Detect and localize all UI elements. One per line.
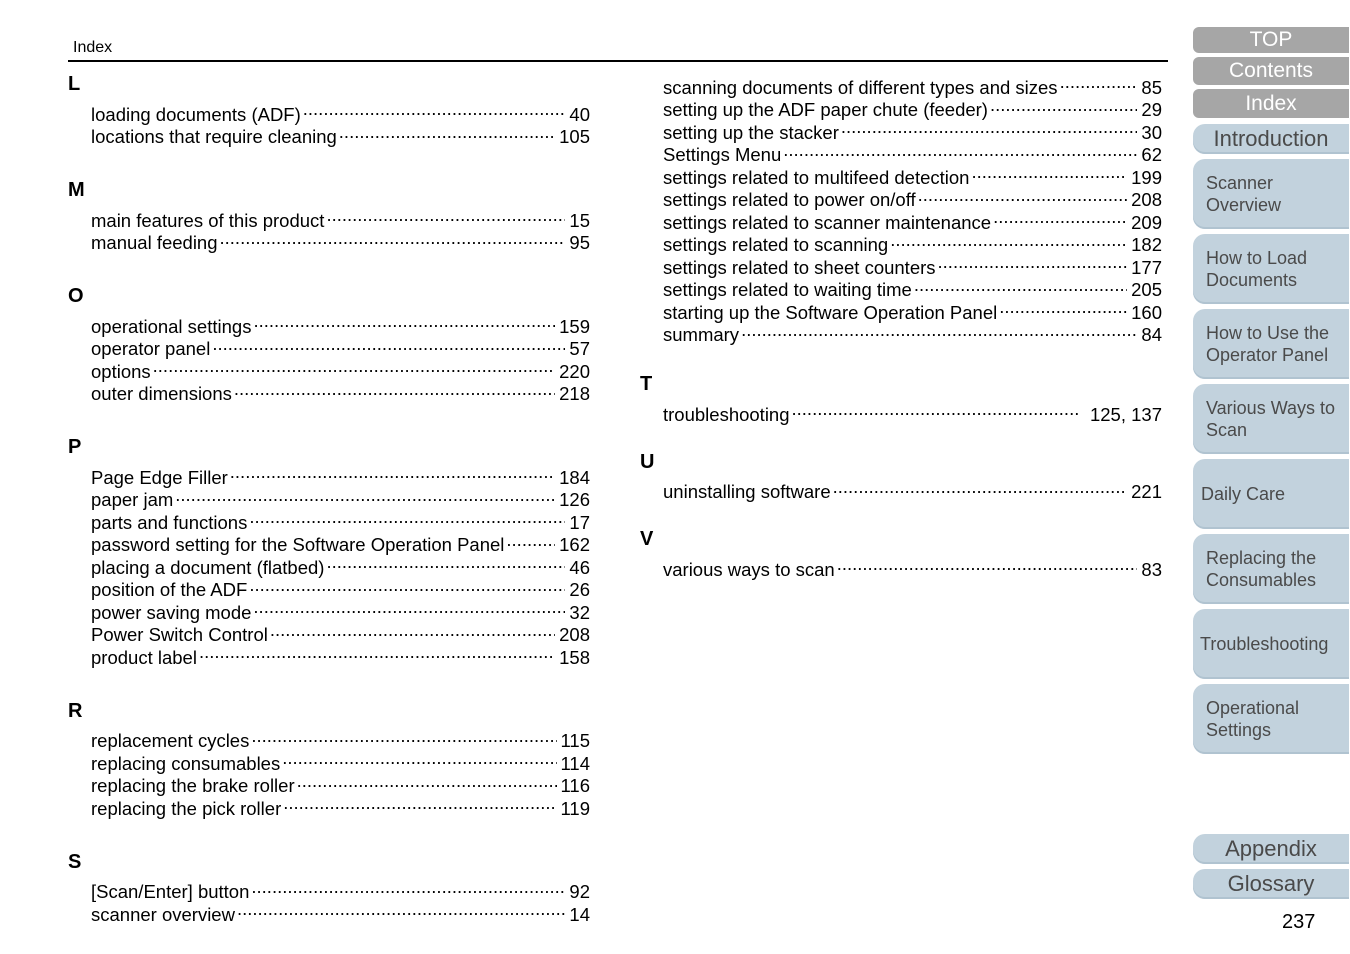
entry-term: options (91, 360, 151, 382)
leader-dots (251, 725, 556, 748)
entry-term: starting up the Software Operation Panel (663, 301, 998, 323)
header-rule (68, 60, 1168, 62)
nav-glossary-button[interactable]: Glossary (1193, 869, 1349, 899)
leader-dots (282, 747, 556, 770)
nav-chapter-troubleshooting[interactable]: Troubleshooting (1193, 609, 1349, 679)
section-letter: P (68, 436, 82, 458)
section-letter: M (68, 179, 85, 201)
entry-term: scanner overview (91, 903, 235, 925)
entry-page[interactable]: 95 (569, 232, 590, 253)
index-section-t (640, 370, 1162, 425)
section-letter: O (68, 285, 84, 307)
entry-page[interactable]: 119 (560, 797, 590, 819)
leader-dots (914, 274, 1127, 297)
entry-page[interactable]: 85 (1141, 76, 1162, 98)
index-entry[interactable] (91, 204, 590, 231)
section-letter: R (68, 699, 83, 722)
leader-dots (990, 94, 1137, 117)
leader-dots (230, 461, 555, 484)
nav-chapter-operator-panel[interactable]: How to Use the Operator Panel (1193, 309, 1349, 379)
leader-dots (220, 227, 566, 250)
entry-page[interactable]: 26 (569, 579, 590, 600)
index-entry[interactable] (663, 553, 1162, 580)
entry-term: Settings Menu (663, 144, 782, 165)
index-section-s-continued (640, 71, 1162, 345)
leader-dots (339, 121, 555, 144)
nav-appendix-button[interactable]: Appendix (1193, 834, 1349, 864)
index-entry[interactable] (91, 461, 590, 488)
entry-page[interactable]: 62 (1141, 144, 1162, 165)
leader-dots (153, 355, 555, 378)
leader-dots (253, 310, 555, 333)
entry-term: setting up the stacker (663, 121, 839, 143)
leader-dots (837, 553, 1138, 576)
entry-term: Power Switch Control (91, 624, 268, 645)
page-number: 237 (1282, 911, 1316, 933)
index-entry[interactable] (91, 310, 590, 337)
entry-term: product label (91, 646, 197, 668)
section-letter: U (640, 450, 655, 473)
leader-dots (326, 551, 565, 574)
index-section-l (68, 70, 590, 147)
leader-dots (792, 398, 1080, 421)
nav-chapter-various-ways-to-scan[interactable]: Various Ways to Scan (1193, 384, 1349, 454)
entry-page[interactable]: 14 (569, 903, 590, 925)
entry-term: main features of this product (91, 209, 325, 231)
entry-term: manual feeding (91, 232, 218, 253)
index-entry[interactable] (91, 378, 590, 404)
index-section-v (640, 525, 1162, 580)
leader-dots (283, 792, 556, 815)
leader-dots (212, 333, 565, 356)
entry-page[interactable]: 30 (1141, 121, 1162, 143)
entry-term: uninstalling software (663, 481, 831, 502)
nav-index-button[interactable]: Index (1193, 89, 1349, 118)
leader-dots (993, 206, 1127, 229)
leader-dots (249, 574, 565, 597)
section-letter: T (640, 373, 653, 395)
entry-page[interactable]: 29 (1141, 99, 1162, 120)
index-entry[interactable] (91, 355, 590, 382)
entry-term: [Scan/Enter] button (91, 881, 250, 902)
leader-dots (1060, 71, 1138, 94)
nav-top-button[interactable]: TOP (1193, 27, 1349, 53)
entry-term: position of the ADF (91, 579, 248, 600)
index-section-o (68, 282, 590, 404)
nav-chapter-daily-care[interactable]: Daily Care (1193, 459, 1349, 529)
entry-page[interactable]: 208 (559, 624, 590, 645)
entry-page[interactable]: 32 (569, 601, 590, 623)
entry-term: operational settings (91, 315, 252, 337)
entry-page[interactable]: 199 (1131, 166, 1162, 188)
index-section-u (640, 448, 1162, 502)
entry-page[interactable]: 221 (1131, 481, 1162, 502)
section-letter: S (68, 850, 82, 873)
leader-dots (890, 229, 1127, 252)
entry-page[interactable]: 209 (1131, 211, 1162, 233)
leader-dots (270, 619, 555, 642)
side-navigation (1193, 0, 1350, 954)
nav-chapter-operational-settings[interactable]: Operational Settings (1193, 684, 1349, 754)
leader-dots (326, 204, 565, 227)
entry-page[interactable]: 92 (569, 881, 590, 902)
entry-page[interactable]: 40 (569, 103, 590, 125)
entry-term: setting up the ADF paper chute (feeder) (663, 99, 988, 120)
entry-page[interactable]: 162 (559, 534, 590, 555)
leader-dots (234, 378, 555, 401)
entry-term: parts and functions (91, 511, 248, 533)
leader-dots (251, 876, 565, 899)
entry-page[interactable]: 126 (559, 489, 590, 510)
entry-term: loading documents (ADF) (91, 103, 301, 125)
entry-page[interactable]: 159 (559, 315, 590, 337)
entry-term: replacement cycles (91, 730, 250, 751)
index-section-r (68, 697, 590, 819)
entry-page[interactable]: 114 (560, 752, 590, 774)
nav-chapter-replacing-consumables[interactable]: Replacing the Consumables (1193, 534, 1349, 604)
leader-dots (938, 251, 1128, 274)
entry-term: replacing the pick roller (91, 797, 282, 819)
leader-dots (249, 506, 565, 529)
entry-term: power saving mode (91, 601, 252, 623)
index-section-p (68, 433, 590, 668)
leader-dots (199, 641, 555, 664)
entry-term: replacing consumables (91, 752, 281, 774)
leader-dots (237, 898, 565, 921)
leader-dots (971, 161, 1127, 184)
leader-dots (253, 596, 565, 619)
entry-term: placing a document (flatbed) (91, 556, 325, 578)
leader-dots (918, 184, 1127, 207)
entry-term: locations that require cleaning (91, 126, 337, 147)
leader-dots (297, 770, 557, 793)
entry-page[interactable]: 15 (569, 209, 590, 231)
entry-term: troubleshooting (663, 403, 790, 425)
entry-page[interactable]: 17 (569, 511, 590, 533)
entry-page[interactable]: 220 (559, 360, 590, 382)
section-letter: L (68, 73, 81, 95)
entry-page[interactable]: 160 (1131, 301, 1162, 323)
entry-page[interactable]: 115 (560, 730, 590, 751)
index-column-left (68, 70, 590, 954)
entry-term: settings related to sheet counters (663, 256, 936, 278)
leader-dots (303, 98, 566, 121)
entry-page[interactable]: 205 (1131, 279, 1162, 300)
index-entry[interactable] (91, 98, 590, 125)
entry-page[interactable]: 208 (1131, 189, 1162, 210)
index-section-m (68, 176, 590, 253)
entry-page[interactable]: 84 (1141, 324, 1162, 345)
entry-page[interactable]: 218 (559, 383, 590, 404)
leader-dots (783, 139, 1137, 162)
index-entry[interactable] (663, 71, 1162, 98)
entry-page[interactable]: 184 (559, 466, 590, 488)
entry-term: replacing the brake roller (91, 775, 295, 796)
entry-page[interactable]: 105 (559, 126, 590, 147)
entry-term: settings related to scanner maintenance (663, 211, 992, 233)
leader-dots (506, 529, 555, 552)
nav-contents-button[interactable]: Contents (1193, 57, 1349, 85)
entry-term: settings related to power on/off (663, 189, 916, 210)
entry-page[interactable]: 177 (1131, 256, 1162, 278)
entry-term: settings related to multifeed detection (663, 166, 970, 188)
entry-term: operator panel (91, 338, 211, 359)
nav-chapter-how-to-load-documents[interactable]: How to Load Documents (1193, 234, 1349, 304)
index-entry[interactable] (91, 725, 590, 751)
entry-page[interactable]: 182 (1131, 234, 1162, 255)
entry-term: various ways to scan (663, 558, 835, 580)
entry-term: outer dimensions (91, 383, 232, 404)
running-header: Index (73, 39, 113, 56)
index-section-s (68, 848, 590, 925)
entry-term: Page Edge Filler (91, 466, 228, 488)
leader-dots (999, 296, 1127, 319)
entry-term: summary (663, 324, 740, 345)
entry-page[interactable]: 83 (1141, 558, 1162, 580)
index-column-right (640, 71, 1162, 609)
entry-term: password setting for the Software Operation Panel (91, 534, 505, 555)
index-entry[interactable] (91, 876, 590, 902)
entry-page[interactable]: 46 (569, 556, 590, 578)
entry-term: settings related to scanning (663, 234, 889, 255)
entry-term: settings related to waiting time (663, 279, 912, 300)
index-entry[interactable] (663, 476, 1162, 502)
entry-page[interactable]: 158 (559, 646, 590, 668)
entry-page[interactable]: 125, 137 (1089, 403, 1162, 425)
entry-term: paper jam (91, 489, 174, 510)
nav-chapter-introduction[interactable]: Introduction (1193, 124, 1349, 154)
leader-dots (741, 319, 1137, 342)
entry-page[interactable]: 57 (569, 338, 590, 359)
nav-chapter-scanner-overview[interactable]: Scanner Overview (1193, 159, 1349, 229)
leader-dots (841, 116, 1138, 139)
leader-dots (833, 476, 1128, 499)
section-letter: V (640, 528, 654, 550)
index-entry[interactable] (663, 398, 1162, 425)
entry-term: scanning documents of different types and sizes (663, 76, 1058, 98)
leader-dots (175, 484, 555, 507)
entry-page[interactable]: 116 (560, 775, 590, 796)
